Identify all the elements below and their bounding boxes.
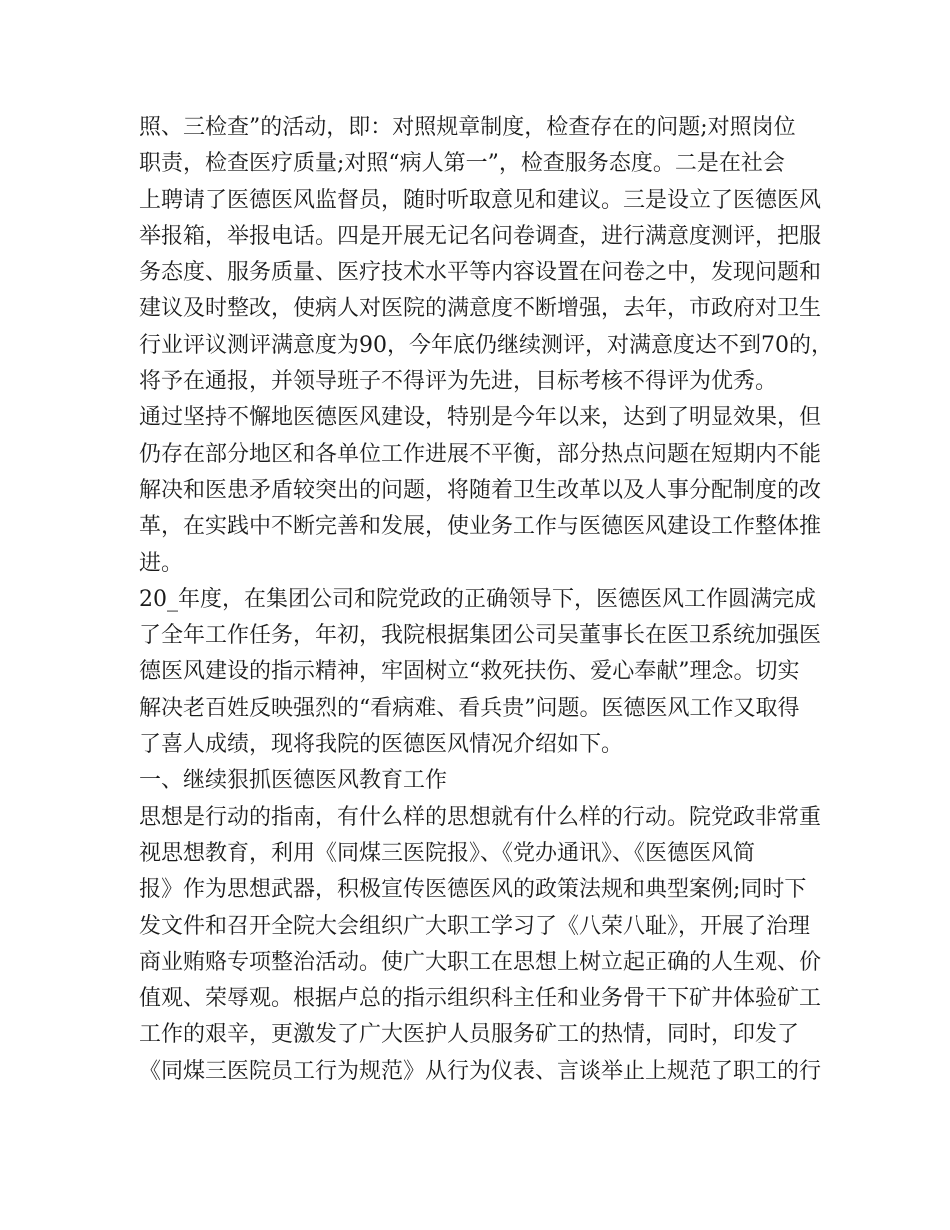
- text-line: 进。: [139, 550, 184, 576]
- text-line: 务态度、服务质量、医疗技术水平等内容设置在问卷之中，发现问题和: [139, 260, 822, 286]
- text-line: 行业评议测评满意度为90，今年底仍继续测评，对满意度达不到70的，: [139, 332, 833, 358]
- text-line: 值观、荣辱观。根据卢总的指示组织科主任和业务骨干下矿井体验矿工: [139, 986, 822, 1012]
- text-line: 照、三检查”的活动，即：对照规章制度，检查存在的问题;对照岗位: [139, 115, 796, 140]
- text-line: 了喜人成绩，现将我院的医德医风情况介绍如下。: [139, 732, 624, 758]
- text-line: 革，在实践中不断完善和发展，使业务工作与医德医风建设工作整体推: [139, 514, 822, 540]
- text-line: 解决和医患矛盾较突出的问题，将随着卫生改革以及人事分配制度的改: [139, 477, 822, 503]
- text-line: 仍存在部分地区和各单位工作进展不平衡，部分热点问题在短期内不能: [139, 441, 822, 467]
- text-line: 建议及时整改，使病人对医院的满意度不断增强，去年，市政府对卫生: [139, 296, 822, 322]
- text-line: 上聘请了医德医风监督员，随时听取意见和建议。三是设立了医德医风: [139, 187, 822, 213]
- text-line: 商业贿赂专项整治活动。使广大职工在思想上树立起正确的人生观、价: [139, 949, 822, 975]
- text-line: 发文件和召开全院大会组织广大职工学习了《八荣八耻》，开展了治理: [139, 913, 811, 939]
- text-line: 职责，检查医疗质量;对照“病人第一”，检查服务态度。二是在社会: [139, 151, 785, 177]
- text-line: 举报箱，举报电话。四是开展无记名问卷调查，进行满意度测评，把服: [139, 223, 822, 249]
- text-line: 《同煤三医院员工行为规范》从行为仪表、言谈举止上规范了职工的行: [139, 1058, 822, 1084]
- text-line: 20_年度，在集团公司和院党政的正确领导下，医德医风工作圆满完成: [139, 586, 816, 612]
- text-line: 思想是行动的指南，有什么样的思想就有什么样的行动。院党政非常重: [139, 804, 822, 830]
- text-line: 报》作为思想武器，积极宣传医德医风的政策法规和典型案例;同时下: [139, 877, 807, 903]
- text-line: 工作的艰辛，更激发了广大医护人员服务矿工的热情，同时，印发了: [139, 1022, 800, 1048]
- text-line: 通过坚持不懈地医德医风建设，特别是今年以来，达到了明显效果，但: [139, 405, 822, 431]
- text-line: 德医风建设的指示精神，牢固树立“救死扶伤、爱心奉献”理念。切实: [139, 659, 800, 685]
- document-body: [139, 110, 833, 1090]
- text-line: 了全年工作任务，年初，我院根据集团公司吴董事长在医卫系统加强医: [139, 623, 822, 649]
- text-line: 将予在通报，并领导班子不得评为先进，目标考核不得评为优秀。: [139, 369, 778, 395]
- section-heading: 一、继续狠抓医德医风教育工作: [139, 768, 448, 794]
- text-line: 视思想教育，利用《同煤三医院报》、《党办通讯》、《医德医风简: [139, 840, 756, 866]
- text-line: 解决老百姓反映强烈的“看病难、看兵贵”问题。医德医风工作又取得: [139, 695, 800, 721]
